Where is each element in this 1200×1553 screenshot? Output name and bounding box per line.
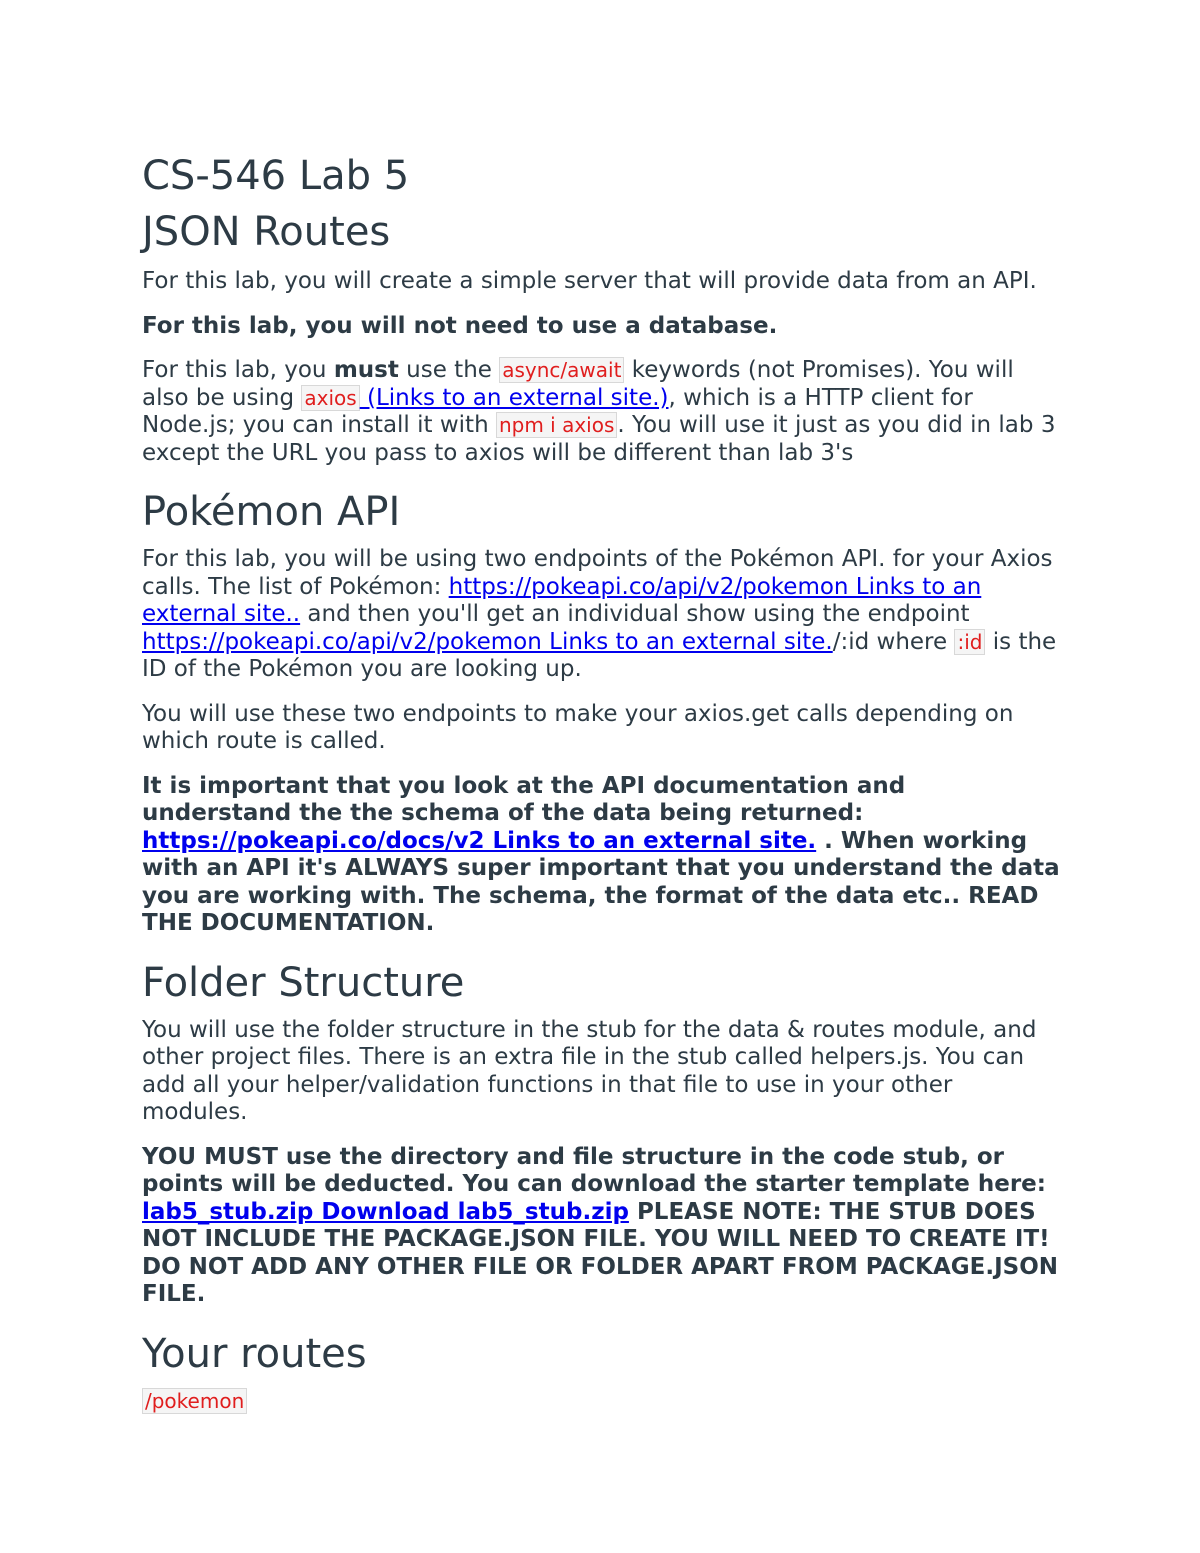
pokemon-route-code: /pokemon xyxy=(142,1388,247,1414)
bold-text: YOU MUST use the directory and file structure in the code stub, or points will be deducted. You can download the starter template here: xyxy=(142,1143,1046,1197)
pokemon-api-paragraph-2: You will use these two endpoints to make your axios.get calls depending on which route is called. xyxy=(142,700,1014,754)
intro-paragraph-1: For this lab, you will create a simple server that will provide data from an API. xyxy=(142,268,1037,294)
intro-text: , which is a HTTP client for Node.js; you can install it with xyxy=(142,384,973,438)
stub-download-link[interactable]: lab5_stub.zip Download lab5_stub.zip xyxy=(142,1198,629,1225)
intro-text: For this lab, you xyxy=(142,357,334,383)
axios-code: axios xyxy=(301,385,359,411)
pokemon-endpoint-link[interactable]: https://pokeapi.co/api/v2/pokemon Links to an external site. xyxy=(142,628,833,655)
async-await-code: async/await xyxy=(499,357,624,383)
page-subtitle: JSON Routes xyxy=(142,209,391,255)
section-heading-your-routes: Your routes xyxy=(142,1330,367,1377)
intro-paragraph-2 xyxy=(142,313,1062,341)
intro-paragraph-3 xyxy=(142,357,1062,467)
bold-text: . When working with an API it's ALWAYS super important that you understand the data you are working with. The schema, the format of the data etc.. READ THE DOCUMENTATION. xyxy=(142,827,1060,936)
intro-text: . You will use it just as you did in lab 3 except the URL you pass to axios will be different than lab 3's xyxy=(142,412,1056,466)
intro-paragraph-2-bold: For this lab, you will not need to use a database. xyxy=(142,312,778,339)
body-text: For this lab, you will be using two endpoints of the Pokémon API. for your Axios calls. The list of Pokémon: xyxy=(142,546,1053,600)
bold-text: PLEASE NOTE: THE STUB DOES NOT INCLUDE THE PACKAGE.JSON FILE. YOU WILL NEED TO CREATE IT! DO NOT ADD ANY OTHER FILE OR FOLDER APART FROM PACKAGE.JSON FILE. xyxy=(142,1198,1059,1307)
body-text: /:id where xyxy=(832,628,955,655)
bold-text: It is important that you look at the API documentation and understand the the schema of the data being returned: xyxy=(142,772,906,826)
intro-text: use the xyxy=(398,357,500,383)
folder-structure-paragraph-2 xyxy=(142,1144,1062,1309)
section-heading-folder-structure: Folder Structure xyxy=(142,959,465,1006)
axios-external-link[interactable]: (Links to an external site.) xyxy=(359,384,669,411)
npm-install-code: npm i axios xyxy=(496,412,617,438)
folder-structure-paragraph-1: You will use the folder structure in the stub for the data & routes module, and other project files. There is an extra file in the stub called helpers.js. You can add all your helper/validation functions in that file to use in your other modules. xyxy=(142,1016,1037,1125)
pokemon-api-paragraph-1 xyxy=(142,546,1062,684)
pokemon-api-paragraph-3 xyxy=(142,773,1062,938)
page-title: CS-546 Lab 5 xyxy=(142,153,410,199)
id-code: :id xyxy=(954,629,985,655)
body-text: and then you'll get an individual show using the endpoint xyxy=(300,601,970,627)
must-emphasis: must xyxy=(333,357,399,383)
api-docs-link[interactable]: https://pokeapi.co/docs/v2 Links to an external site. xyxy=(142,827,817,854)
routes-paragraph xyxy=(142,1388,1062,1416)
document-page xyxy=(142,148,1062,1432)
section-heading-pokemon-api: Pokémon API xyxy=(142,489,401,535)
body-text: is the ID of the Pokémon you are looking up. xyxy=(142,628,1057,682)
pokemon-list-link[interactable]: https://pokeapi.co/api/v2/pokemon Links to an external site.. xyxy=(142,573,982,627)
intro-text: keywords (not Promises). You will also be using xyxy=(142,357,1014,411)
